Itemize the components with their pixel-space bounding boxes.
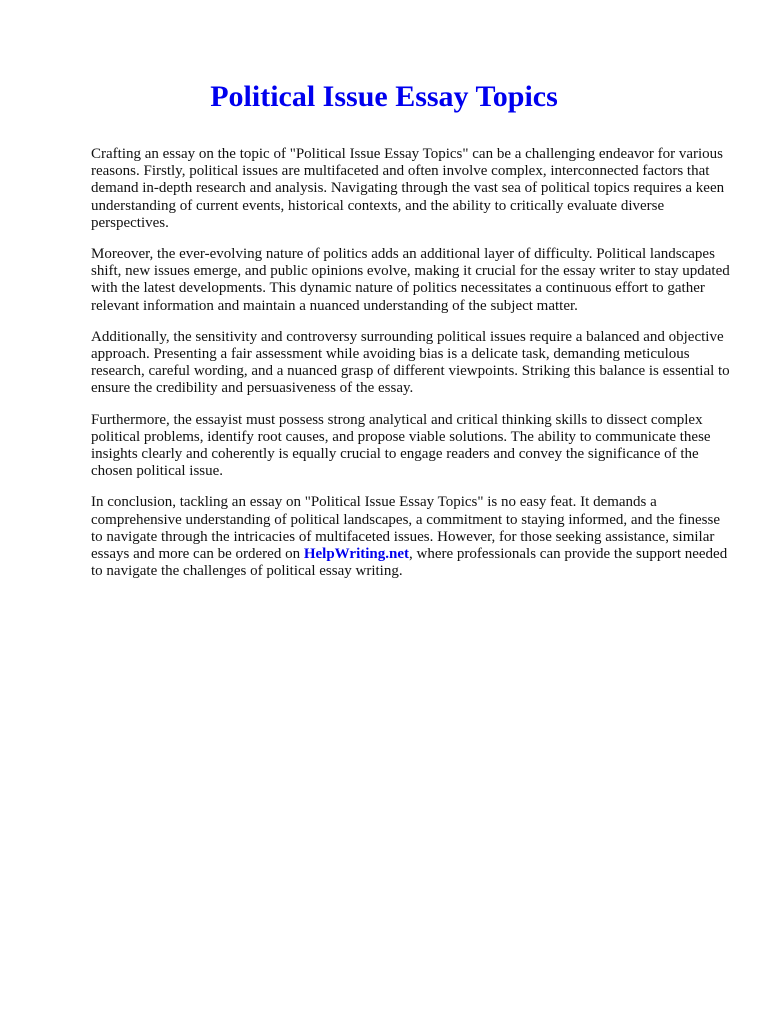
conclusion-text-before-link: In conclusion, tackling an essay on "Political Issue Essay Topics" is no easy feat. It demands a comprehensive understanding of political landscapes, a commitment to staying informed, and the finesse to navigate through the intricacies of multifaceted issues. However, for those seeking assistance, similar essays and more can be ordered on [91, 494, 720, 563]
essay-body [91, 146, 732, 594]
paragraph-analytical-skills: Furthermore, the essayist must possess strong analytical and critical thinking skills to dissect complex political problems, identify root causes, and propose viable solutions. The ability to communicate these insights clearly and coherently is equally crucial to engage readers and convey the significance of the chosen political issue. [91, 411, 711, 480]
paragraph-sensitivity: Additionally, the sensitivity and controversy surrounding political issues require a balanced and objective approach. Presenting a fair assessment while avoiding bias is a delicate task, demanding meticulous research, careful wording, and a nuanced grasp of different viewpoints. Striking this balance is essential to ensure the credibility and persuasiveness of the essay. [91, 328, 730, 397]
helpwriting-link[interactable]: HelpWriting.net [303, 546, 409, 563]
paragraph-evolving-politics: Moreover, the ever-evolving nature of politics adds an additional layer of difficulty. Political landscapes shift, new issues emerge, and public opinions evolve, making it crucial for the essay writer to stay updated with the latest developments. This dynamic nature of politics necessitates a continuous effort to gather relevant information and maintain a nuanced understanding of the subject matter. [91, 246, 730, 314]
paragraph-intro: Crafting an essay on the topic of "Political Issue Essay Topics" can be a challenging endeavor for various reasons. Firstly, political issues are multifaceted and often involve complex, interconnected factors that demand in-depth research and analysis. Navigating through the vast sea of political topics requires a keen understanding of current events, historical contexts, and the ability to critically evaluate diverse perspectives. [91, 146, 725, 231]
page-title: Political Issue Essay Topics [210, 80, 558, 113]
conclusion-text-after-link: , where professionals can provide the support needed to navigate the challenges of political essay writing. [91, 546, 728, 580]
paragraph-conclusion [91, 494, 732, 580]
